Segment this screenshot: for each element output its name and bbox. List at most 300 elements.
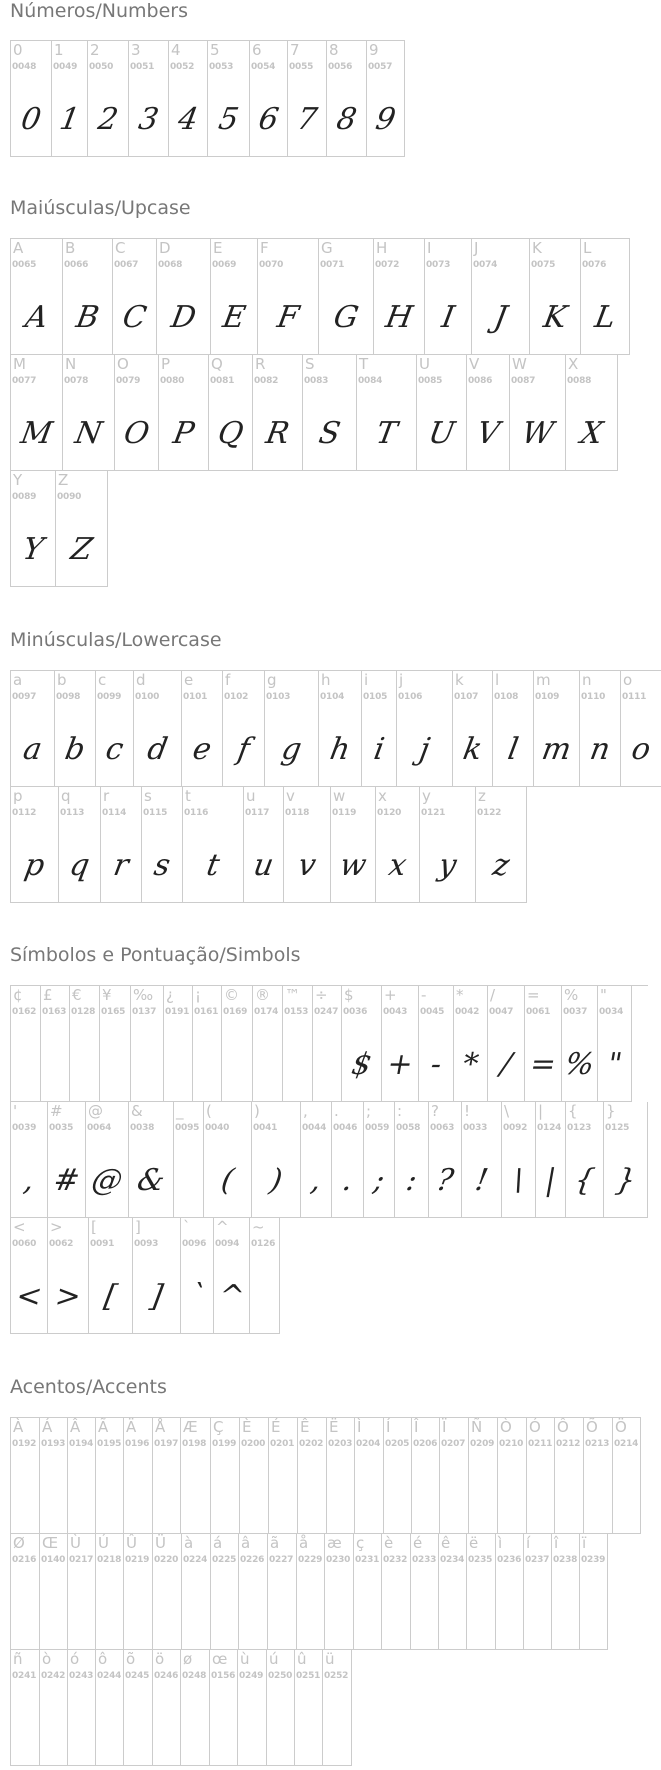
glyph-character-label: 1 — [54, 41, 64, 59]
glyph-character-label: Ú — [98, 1534, 109, 1552]
glyph-sample: E — [220, 300, 249, 335]
glyph-cell — [211, 239, 258, 355]
glyph-character-label: D — [159, 239, 171, 257]
glyph-code-label: 0225 — [212, 1555, 237, 1565]
glyph-character-label: Á — [42, 1418, 53, 1436]
glyph-cell — [439, 1534, 467, 1650]
glyph-row — [11, 1650, 641, 1766]
glyph-cell — [440, 1418, 469, 1534]
glyph-code-label: 0128 — [71, 1007, 96, 1017]
glyph-cell — [11, 239, 63, 355]
glyph-cell — [303, 355, 357, 471]
glyph-code-label: 0199 — [212, 1439, 237, 1449]
glyph-cell — [298, 1418, 327, 1534]
glyph-character-label: x — [378, 787, 387, 805]
glyph-character-label: Ö — [615, 1418, 627, 1436]
glyph-code-label: 0053 — [209, 62, 234, 72]
glyph-sample — [11, 1578, 40, 1648]
glyph-character-label: í — [526, 1534, 531, 1552]
glyph-sample — [68, 1462, 96, 1532]
glyph-cell — [96, 1418, 124, 1534]
glyph-character-label: ] — [135, 1218, 141, 1236]
glyph-cell — [11, 471, 56, 587]
section-title-numbers: Números/Numbers — [10, 0, 188, 22]
glyph-cell — [250, 41, 288, 157]
glyph-code-label: 0089 — [12, 492, 37, 502]
glyph-code-label: 0237 — [525, 1555, 550, 1565]
glyph-cell — [502, 1102, 536, 1218]
glyph-cell — [552, 1534, 580, 1650]
glyph-cell — [555, 1418, 584, 1534]
glyph-sample — [440, 1462, 469, 1532]
glyph-character-label: l — [495, 671, 500, 689]
glyph-code-label: 0038 — [130, 1123, 155, 1133]
glyph-code-label: 0252 — [324, 1671, 349, 1681]
glyph-cell — [364, 1102, 395, 1218]
glyph-cell — [530, 239, 581, 355]
glyph-sample: } — [612, 1163, 639, 1198]
glyph-code-label: 0101 — [183, 692, 208, 702]
glyph-character-label: i — [364, 671, 369, 689]
glyph-character-label: 0 — [13, 41, 23, 59]
glyph-cell — [325, 1534, 354, 1650]
glyph-character-label: v — [286, 787, 295, 805]
glyph-cell — [598, 986, 632, 1102]
glyph-code-label: 0126 — [251, 1239, 276, 1249]
glyph-sample: Q — [215, 416, 246, 451]
glyph-cell — [210, 1650, 238, 1766]
glyph-character-label: Å — [155, 1418, 166, 1436]
glyph-sample: - — [427, 1047, 445, 1082]
glyph-cell — [124, 1418, 153, 1534]
glyph-code-label: 0050 — [89, 62, 114, 72]
glyph-cell — [496, 1534, 524, 1650]
glyph-sample: i — [371, 732, 387, 767]
glyph-character-label: £ — [43, 986, 53, 1004]
glyph-cell — [566, 1102, 604, 1218]
glyph-character-label: ; — [366, 1102, 372, 1120]
glyph-sample: v — [295, 848, 319, 883]
glyph-cell — [70, 986, 100, 1102]
glyph-cell — [395, 1102, 429, 1218]
glyph-character-label: | — [538, 1102, 544, 1120]
glyph-cell — [88, 41, 129, 157]
glyph-sample: M — [18, 416, 56, 451]
glyph-sample — [70, 1030, 100, 1100]
glyph-cell — [269, 1418, 298, 1534]
glyph-character-label: ÷ — [315, 986, 328, 1004]
glyph-sample: ) — [267, 1163, 286, 1198]
glyph-character-label: ! — [464, 1102, 471, 1120]
glyph-code-label: 0224 — [183, 1555, 208, 1565]
glyph-sample — [498, 1462, 527, 1532]
glyph-cell — [412, 1418, 440, 1534]
glyph-code-label: 0049 — [53, 62, 78, 72]
glyph-code-label: 0174 — [254, 1007, 279, 1017]
glyph-cell — [100, 986, 131, 1102]
glyph-sample: ; — [370, 1163, 388, 1198]
glyph-character-label: ñ — [13, 1650, 23, 1668]
glyph-sample: 3 — [135, 102, 162, 137]
glyph-character-label: Ç — [213, 1418, 224, 1436]
glyph-cell — [96, 1650, 124, 1766]
glyph-sample: < — [13, 1279, 45, 1314]
glyph-sample: j — [416, 732, 433, 767]
glyph-cell — [621, 671, 661, 787]
glyph-character-label: A — [13, 239, 24, 257]
glyph-sample — [295, 1694, 323, 1764]
glyph-code-label: 0058 — [396, 1123, 421, 1133]
glyph-code-label: 0110 — [581, 692, 606, 702]
glyph-code-label: 0099 — [97, 692, 122, 702]
glyph-character-label: j — [399, 671, 404, 689]
glyph-cell — [319, 239, 374, 355]
glyph-character-label: Ø — [13, 1534, 25, 1552]
glyph-character-label: G — [321, 239, 333, 257]
glyph-sample — [181, 1462, 211, 1532]
glyph-code-label: 0235 — [468, 1555, 493, 1565]
glyph-cell — [209, 355, 253, 471]
glyph-sample: 6 — [255, 102, 282, 137]
glyph-code-label: 0203 — [328, 1439, 353, 1449]
glyph-code-label: 0165 — [101, 1007, 126, 1017]
glyph-code-label: 0156 — [211, 1671, 236, 1681]
glyph-sample — [323, 1694, 352, 1764]
glyph-character-label: 3 — [131, 41, 141, 59]
glyph-sample: ? — [433, 1163, 457, 1198]
glyph-cell — [40, 1650, 68, 1766]
glyph-character-label: ì — [498, 1534, 503, 1552]
glyph-character-label: Y — [13, 471, 23, 489]
glyph-code-label: 0072 — [375, 260, 400, 270]
glyph-code-label: 0202 — [299, 1439, 324, 1449]
glyph-character-label: É — [271, 1418, 281, 1436]
glyph-cell — [397, 671, 453, 787]
glyph-cell — [11, 41, 52, 157]
glyph-cell — [48, 1102, 86, 1218]
glyph-sample — [124, 1462, 153, 1532]
glyph-code-label: 0093 — [134, 1239, 159, 1249]
glyph-code-label: 0036 — [343, 1007, 368, 1017]
glyph-cell — [562, 986, 598, 1102]
glyph-sample: , — [308, 1163, 324, 1198]
glyph-sample: ! — [472, 1163, 491, 1198]
glyph-character-label: ? — [431, 1102, 439, 1120]
glyph-character-label: O — [117, 355, 129, 373]
glyph-sample — [496, 1578, 524, 1648]
glyph-code-label: 0095 — [175, 1123, 200, 1133]
glyph-cell — [131, 986, 164, 1102]
glyph-cell — [96, 671, 134, 787]
glyph-sample: u — [250, 848, 277, 883]
glyph-character-label: T — [359, 355, 369, 373]
glyph-sample — [181, 1694, 210, 1764]
glyph-character-label: u — [246, 787, 256, 805]
glyph-cell — [527, 1418, 555, 1534]
glyph-cell — [498, 1418, 527, 1534]
glyph-character-label: æ — [327, 1534, 342, 1552]
glyph-character-label: H — [376, 239, 388, 257]
glyph-sample: 8 — [333, 102, 360, 137]
glyph-cell — [580, 671, 621, 787]
glyph-sample: A — [22, 300, 51, 335]
glyph-cell — [376, 787, 420, 903]
glyph-cell — [11, 1102, 48, 1218]
glyph-sample — [382, 1578, 411, 1648]
glyph-code-label: 0083 — [304, 376, 329, 386]
glyph-cell — [604, 1102, 648, 1218]
glyph-code-label: 0214 — [614, 1439, 639, 1449]
glyph-row — [11, 1418, 641, 1534]
glyph-character-label: Ì — [357, 1418, 362, 1436]
glyph-cell — [265, 671, 319, 787]
glyph-cell — [11, 1418, 40, 1534]
glyph-cell — [327, 1418, 355, 1534]
glyph-sample: 1 — [56, 102, 83, 137]
glyph-character-label: < — [13, 1218, 26, 1236]
glyph-sample: ` — [186, 1279, 208, 1314]
glyph-cell — [357, 355, 417, 471]
glyph-cell — [86, 1102, 129, 1218]
glyph-character-label: Í — [386, 1418, 391, 1436]
glyph-cell — [510, 355, 566, 471]
glyph-character-label: ' — [13, 1102, 18, 1120]
glyph-cell — [355, 1418, 384, 1534]
glyph-character-label: . — [334, 1102, 339, 1120]
glyph-sample: y — [436, 848, 460, 883]
glyph-code-label: 0123 — [567, 1123, 592, 1133]
glyph-character-label: \ — [504, 1102, 510, 1120]
glyph-code-label: 0116 — [184, 808, 209, 818]
glyph-sample: R — [263, 416, 292, 451]
section-title-lowercase: Minúsculas/Lowercase — [10, 629, 222, 651]
glyph-character-label: Ò — [500, 1418, 512, 1436]
glyph-sample — [211, 1578, 239, 1648]
glyph-cell — [240, 1418, 269, 1534]
glyph-character-label: Z — [58, 471, 69, 489]
glyph-cell — [68, 1650, 96, 1766]
glyph-code-label: 0121 — [421, 808, 446, 818]
glyph-cell — [536, 1102, 566, 1218]
glyph-code-label: 0046 — [333, 1123, 358, 1133]
glyph-code-label: 0048 — [12, 62, 37, 72]
glyph-sample — [40, 1578, 68, 1648]
glyph-cell — [525, 986, 562, 1102]
glyph-character-label: ¢ — [13, 986, 23, 1004]
glyph-code-label: 0227 — [269, 1555, 294, 1565]
glyph-code-label: 0084 — [358, 376, 383, 386]
glyph-code-label: 0066 — [64, 260, 89, 270]
glyph-sample: k — [460, 732, 485, 767]
glyph-cell — [133, 1218, 181, 1334]
glyph-cell — [124, 1534, 153, 1650]
glyph-code-label: 0213 — [585, 1439, 610, 1449]
glyph-code-label: 0114 — [102, 808, 127, 818]
glyph-code-label: 0201 — [270, 1439, 295, 1449]
glyph-character-label: ™ — [285, 986, 300, 1004]
glyph-code-label: 0113 — [60, 808, 85, 818]
glyph-character-label: X — [568, 355, 579, 373]
glyph-row — [11, 787, 661, 903]
glyph-sample — [222, 1030, 253, 1100]
glyph-code-label: 0087 — [511, 376, 536, 386]
glyph-sample — [297, 1578, 325, 1648]
glyph-character-label: ú — [269, 1650, 279, 1668]
glyph-cell — [134, 671, 182, 787]
glyph-character-label: + — [384, 986, 397, 1004]
glyph-character-label: q — [61, 787, 71, 805]
glyph-code-label: 0245 — [125, 1671, 150, 1681]
glyph-sample: 5 — [215, 102, 242, 137]
glyph-sample: | — [542, 1163, 559, 1198]
glyph-code-label: 0234 — [440, 1555, 465, 1565]
glyph-cell — [214, 1218, 250, 1334]
glyph-character-label: c — [98, 671, 107, 689]
glyph-sample — [41, 1030, 70, 1100]
glyph-sample — [211, 1462, 240, 1532]
glyph-code-label: 0195 — [97, 1439, 122, 1449]
glyph-cell — [11, 986, 41, 1102]
glyph-sample — [354, 1578, 382, 1648]
glyph-cell — [11, 1218, 48, 1334]
glyph-sample: N — [72, 416, 105, 451]
glyph-sample — [40, 1694, 68, 1764]
glyph-sample — [555, 1462, 584, 1532]
glyph-code-label: 0216 — [12, 1555, 37, 1565]
glyph-character-label: Q — [211, 355, 223, 373]
glyph-code-label: 0070 — [259, 260, 284, 270]
glyph-code-label: 0035 — [49, 1123, 74, 1133]
glyph-code-label: 0194 — [69, 1439, 94, 1449]
glyph-code-label: 0226 — [240, 1555, 265, 1565]
glyph-code-label: 0118 — [285, 808, 310, 818]
glyph-character-label: > — [50, 1218, 63, 1236]
glyph-sample — [124, 1694, 153, 1764]
glyph-row — [11, 986, 648, 1102]
glyph-code-label: 0092 — [503, 1123, 528, 1133]
glyph-code-label: 0246 — [154, 1671, 179, 1681]
glyph-code-label: 0207 — [441, 1439, 466, 1449]
glyph-code-label: 0193 — [41, 1439, 66, 1449]
glyph-cell — [204, 1102, 252, 1218]
glyph-code-label: 0044 — [302, 1123, 327, 1133]
glyph-character-label: # — [50, 1102, 63, 1120]
glyph-sample — [182, 1578, 211, 1648]
glyph-code-label: 0162 — [12, 1007, 37, 1017]
glyph-code-label: 0067 — [114, 260, 139, 270]
glyph-sample: $ — [348, 1047, 375, 1082]
glyph-character-label: â — [241, 1534, 251, 1552]
glyph-sample: 4 — [175, 102, 201, 137]
glyph-cell — [342, 986, 382, 1102]
glyph-code-label: 0191 — [165, 1007, 190, 1017]
glyph-character-label: Œ — [42, 1534, 59, 1552]
glyph-code-label: 0041 — [253, 1123, 278, 1133]
glyph-code-label: 0204 — [356, 1439, 381, 1449]
glyph-cell — [301, 1102, 332, 1218]
glyph-character-label: Ê — [300, 1418, 310, 1436]
glyph-code-label: 0243 — [69, 1671, 94, 1681]
glyph-cell — [297, 1534, 325, 1650]
glyph-grid-symbols — [10, 985, 648, 1334]
glyph-sample: \ — [510, 1163, 527, 1198]
glyph-sample: . — [339, 1163, 356, 1198]
glyph-character-label: % — [564, 986, 579, 1004]
glyph-cell — [429, 1102, 462, 1218]
glyph-code-label: 0140 — [41, 1555, 66, 1565]
glyph-sample — [584, 1462, 613, 1532]
glyph-character-label: 7 — [290, 41, 300, 59]
glyph-cell — [472, 239, 530, 355]
glyph-cell — [584, 1418, 613, 1534]
glyph-cell — [182, 671, 223, 787]
glyph-sample: X — [577, 416, 606, 451]
glyph-code-label: 0111 — [622, 692, 647, 702]
glyph-cell — [493, 671, 534, 787]
glyph-cell — [453, 671, 493, 787]
glyph-sample — [11, 1462, 40, 1532]
glyph-character-label: € — [72, 986, 82, 1004]
glyph-sample — [267, 1694, 295, 1764]
glyph-character-label: ï — [582, 1534, 587, 1552]
glyph-cell — [283, 986, 313, 1102]
glyph-cell — [181, 1218, 214, 1334]
glyph-code-label: 0137 — [132, 1007, 157, 1017]
glyph-character-label: ô — [98, 1650, 108, 1668]
glyph-sample: r — [110, 848, 132, 883]
glyph-character-label: ¡ — [195, 986, 202, 1004]
glyph-character-label: Ë — [329, 1418, 339, 1436]
glyph-character-label: 6 — [252, 41, 262, 59]
glyph-character-label: Ä — [126, 1418, 137, 1436]
glyph-code-label: 0248 — [182, 1671, 207, 1681]
glyph-cell — [153, 1650, 181, 1766]
glyph-character-label: F — [260, 239, 269, 257]
glyph-code-label: 0071 — [320, 260, 345, 270]
glyph-character-label: N — [65, 355, 77, 373]
glyph-code-label: 0069 — [212, 260, 237, 270]
glyph-cell — [181, 1418, 211, 1534]
glyph-cell — [488, 986, 525, 1102]
glyph-cell — [534, 671, 580, 787]
glyph-row — [11, 239, 630, 355]
glyph-code-label: 0100 — [135, 692, 160, 702]
glyph-code-label: 0198 — [182, 1439, 207, 1449]
glyph-row — [11, 471, 630, 587]
glyph-cell — [101, 787, 142, 903]
glyph-sample: p — [21, 848, 48, 883]
glyph-row — [11, 1534, 641, 1650]
glyph-sample — [240, 1462, 269, 1532]
glyph-cell — [11, 787, 59, 903]
glyph-cell — [476, 787, 527, 903]
glyph-character-label: ó — [70, 1650, 80, 1668]
glyph-sample — [11, 1030, 41, 1100]
glyph-cell — [223, 671, 265, 787]
glyph-code-label: 0117 — [245, 808, 270, 818]
glyph-cell — [332, 1102, 364, 1218]
glyph-sample: U — [425, 416, 458, 451]
glyph-character-label: œ — [212, 1650, 228, 1668]
glyph-code-label: 0102 — [224, 692, 249, 702]
glyph-character-label: 2 — [90, 41, 100, 59]
glyph-cell — [258, 239, 319, 355]
glyph-cell — [331, 787, 376, 903]
glyph-cell — [124, 1650, 153, 1766]
glyph-sample: ^ — [215, 1279, 248, 1314]
glyph-code-label: 0197 — [154, 1439, 179, 1449]
glyph-cell — [48, 1218, 89, 1334]
